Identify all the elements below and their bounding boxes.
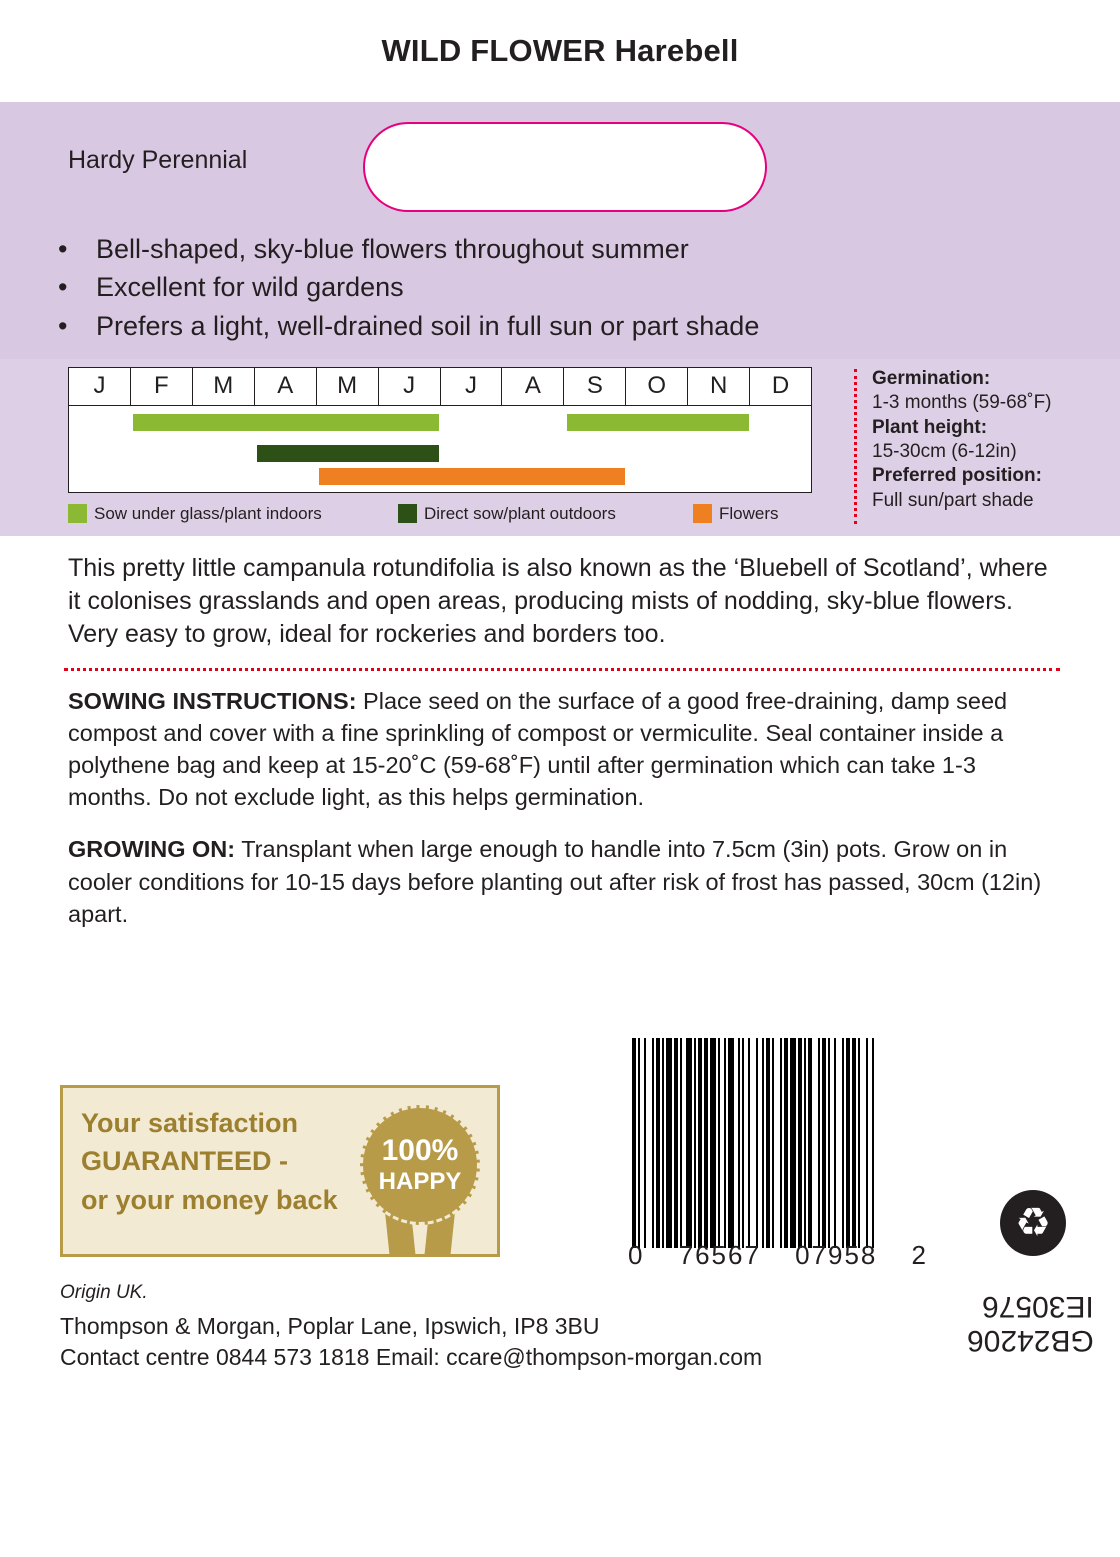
calendar-month-header [69, 368, 811, 406]
barcode-number [628, 1240, 928, 1271]
origin-text: Origin UK. [60, 1282, 148, 1303]
calendar-month-10: O [626, 368, 688, 405]
guarantee-line-3: or your money back [81, 1184, 338, 1215]
calendar-month-2: F [131, 368, 193, 405]
contact-line: Contact centre 0844 573 1818 Email: ccare@thompson-morgan.com [60, 1344, 763, 1371]
barcode-left-digit: 0 [628, 1240, 645, 1270]
page-title: WILD FLOWER Harebell [381, 33, 739, 68]
badge-disc [360, 1105, 480, 1225]
legend-item-3 [693, 504, 779, 524]
dotted-divider [854, 369, 857, 524]
guarantee-line-2: GUARANTEED - [81, 1146, 288, 1177]
barcode-group-2: 07958 [795, 1240, 878, 1270]
legend-label: Direct sow/plant outdoors [424, 503, 616, 523]
product-code-ie: IE30576 [982, 1290, 1094, 1324]
legend-label: Flowers [719, 503, 779, 523]
calendar-bar-flowers [319, 468, 625, 485]
happy-badge-icon [349, 1094, 491, 1236]
legend-item-1 [68, 504, 322, 524]
blank-pill-badge [363, 122, 767, 212]
title-bar [0, 0, 1120, 102]
badge-happy: HAPPY [378, 1168, 462, 1195]
growing-on-instructions [68, 833, 1048, 930]
company-address: Thompson & Morgan, Poplar Lane, Ipswich, IP8 3BU [60, 1312, 600, 1339]
header-top-row [0, 102, 1120, 230]
description-text: This pretty little campanula rotundifolia is also known as the ‘Bluebell of Scotland’, where it colonises grasslands and open areas, producing mists of nodding, sky-blue flowers. Very easy to grow, ideal for rockeries and borders too. [68, 553, 1048, 649]
badge-percent: 100% [381, 1134, 459, 1167]
bullet-dot-icon: • [58, 272, 68, 303]
growing-text: Transplant when large enough to handle into 7.5cm (3in) pots. Grow on in cooler conditions for 10-15 days before planting out after risk of frost has passed, 30cm (12in) apart. [68, 836, 1042, 927]
footer [60, 1280, 960, 1373]
preferred-position-value: Full sun/part shade [872, 489, 1034, 511]
sowing-calendar-band [0, 359, 1120, 536]
calendar-legend [68, 502, 812, 526]
plant-height-label: Plant height: [872, 416, 988, 438]
preferred-position-label: Preferred position: [872, 465, 1042, 487]
plant-info-column [854, 367, 1052, 526]
bullet-dot-icon: • [58, 310, 68, 341]
calendar-month-4: A [255, 368, 317, 405]
calendar-month-9: S [564, 368, 626, 405]
calendar-month-1: J [69, 368, 131, 405]
barcode-group-1: 76567 [678, 1240, 761, 1270]
bullet-text: Excellent for wild gardens [96, 272, 404, 303]
legend-swatch-icon [693, 504, 712, 523]
bullet-text: Prefers a light, well-drained soil in full sun or part shade [96, 310, 760, 341]
legend-label: Sow under glass/plant indoors [94, 503, 322, 523]
growing-heading: GROWING ON: [68, 836, 236, 863]
header-panel [0, 102, 1120, 536]
barcode-right-digit: 2 [911, 1240, 928, 1270]
calendar-bar-sow-under-glass [133, 414, 439, 431]
product-codes [967, 1290, 1094, 1357]
calendar-table [68, 367, 812, 493]
bullet-dot-icon: • [58, 234, 68, 264]
sowing-text: Place seed on the surface of a good free-draining, damp seed compost and cover with a fine sprinkling of compost or vermiculite. Seal container inside a polythene bag and keep at 15-20˚C (59-68˚F) until after germination which can take 1-3 months. Do not exclude light, as this helps germination. [68, 687, 1008, 811]
calendar-month-11: N [688, 368, 750, 405]
calendar-bars [69, 406, 811, 492]
guarantee-text [81, 1104, 338, 1219]
product-code-gb: GB24206 [967, 1324, 1094, 1358]
legend-swatch-icon [398, 504, 417, 523]
barcode-bar [874, 1038, 876, 1248]
calendar-month-8: A [502, 368, 564, 405]
legend-item-2 [398, 504, 616, 524]
calendar-month-5: M [317, 368, 379, 405]
bullet-item [0, 307, 1120, 345]
guarantee-line-1: Your satisfaction [81, 1108, 299, 1138]
calendar-bar-direct-sow-outdoors [257, 445, 439, 462]
bullet-item [0, 268, 1120, 306]
sowing-instructions [68, 685, 1048, 814]
feature-bullets [0, 230, 1120, 359]
calendar-left [68, 367, 838, 526]
calendar-month-3: M [193, 368, 255, 405]
satisfaction-guarantee-box [60, 1085, 500, 1257]
legend-swatch-icon [68, 504, 87, 523]
barcode-image [632, 1038, 912, 1248]
bullet-item [0, 230, 1120, 268]
sowing-heading: SOWING INSTRUCTIONS: [68, 687, 357, 714]
plant-type-label: Hardy Perennial [68, 146, 248, 174]
instructions-section [0, 671, 1120, 930]
germination-label: Germination: [872, 367, 991, 389]
calendar-month-6: J [379, 368, 441, 405]
plant-height-value: 15-30cm (6-12in) [872, 440, 1017, 462]
bullet-text: Bell-shaped, sky-blue flowers throughout summer [96, 234, 689, 264]
calendar-bar-sow-under-glass-autumn [567, 414, 749, 431]
calendar-month-7: J [441, 368, 503, 405]
germination-value: 1-3 months (59-68˚F) [872, 392, 1052, 414]
calendar-month-12: D [771, 371, 790, 399]
recycle-icon: ♻ [1000, 1190, 1066, 1256]
